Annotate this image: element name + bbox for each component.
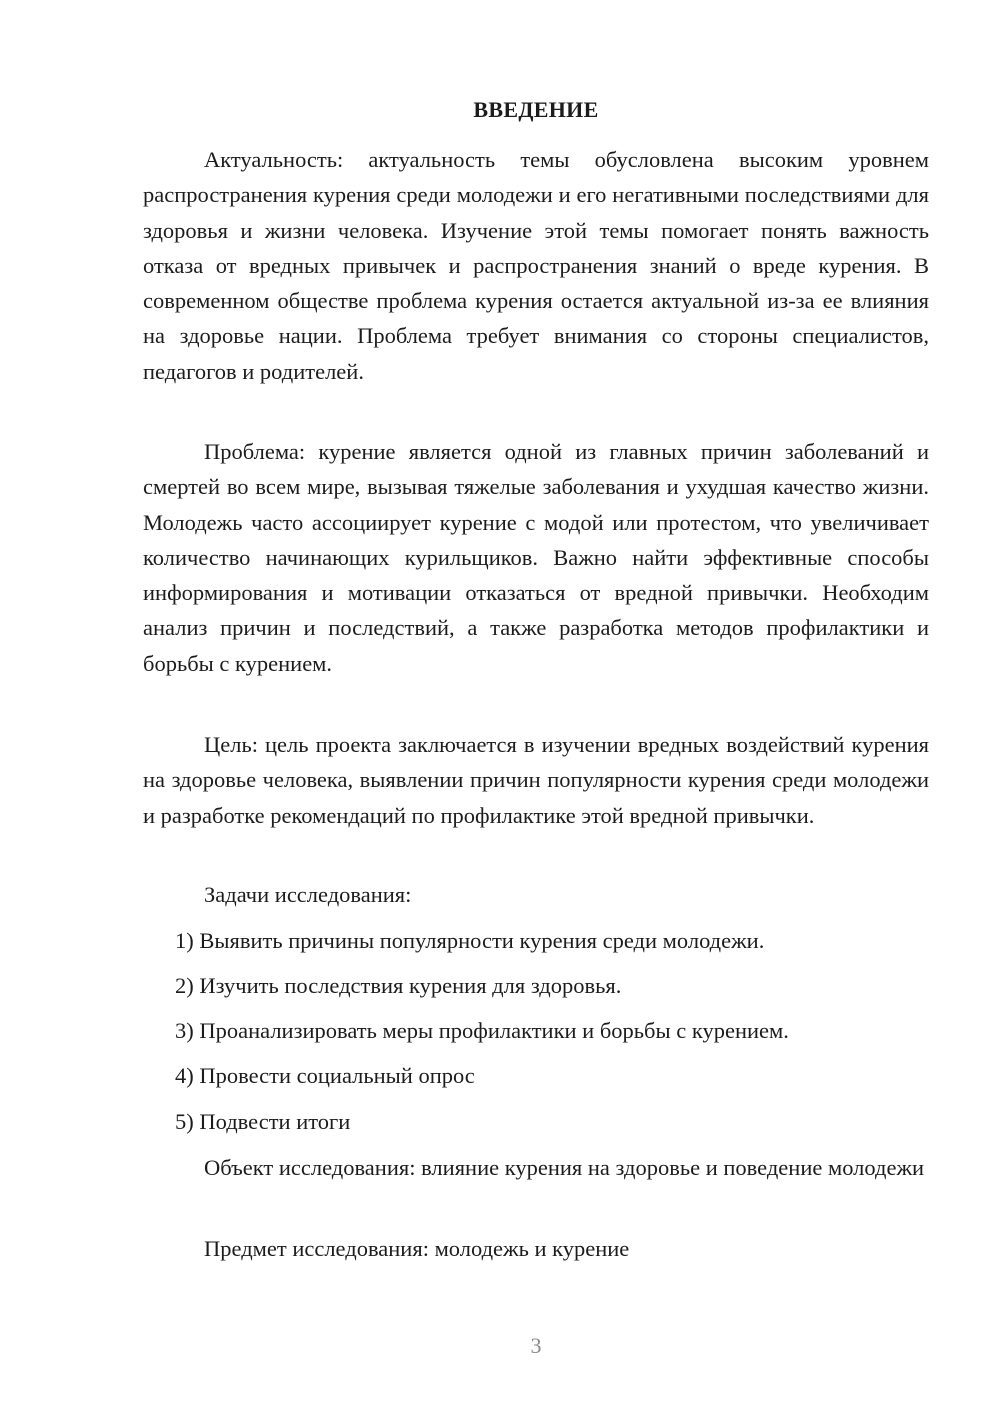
goal-paragraph: Цель: цель проекта заключается в изучении вредных воздействий курения на здоровье человека, выявлении причин популярности курения среди молодежи и разработке рекомендаций по профилактике этой вредной привычки.: [143, 732, 929, 828]
problem-paragraph: Проблема: курение является одной из главных причин заболеваний и смертей во всем мире, вызывая тяжелые заболевания и ухудшая качество жизни. Молодежь часто ассоциирует курение с модой или протестом, что увеличивает количество начинающих курильщиков. Важно найти эффективные способы информирования и мотивации отказаться от вредной привычки. Необходим анализ причин и последствий, а также разработка методов профилактики и борьбы с курением.: [143, 439, 929, 676]
task-item: 5) Подвести итоги: [175, 1109, 351, 1134]
tasks-title: Задачи исследования:: [204, 882, 412, 907]
task-item: 2) Изучить последствия курения для здоровья.: [175, 973, 622, 998]
section-heading: ВВЕДЕНИЕ: [473, 97, 599, 122]
object-paragraph: Объект исследования: влияние курения на здоровье и поведение молодежи: [204, 1155, 925, 1180]
page-number: 3: [530, 1333, 542, 1358]
subject-paragraph: Предмет исследования: молодежь и курение: [204, 1236, 630, 1261]
task-item: 1) Выявить причины популярности курения среди молодежи.: [175, 928, 765, 953]
task-item: 3) Проанализировать меры профилактики и борьбы с курением.: [175, 1018, 789, 1043]
task-item: 4) Провести социальный опрос: [175, 1063, 475, 1088]
relevance-paragraph: Актуальность: актуальность темы обусловлена высоким уровнем распространения курения среди молодежи и его негативными последствиями для здоровья и жизни человека. Изучение этой темы помогает понять важность отказа от вредных привычек и распространения знаний о вреде курения. В современном обществе проблема курения остается актуальной из-за ее влияния на здоровье нации. Проблема требует внимания со стороны специалистов, педагогов и родителей.: [143, 147, 929, 384]
